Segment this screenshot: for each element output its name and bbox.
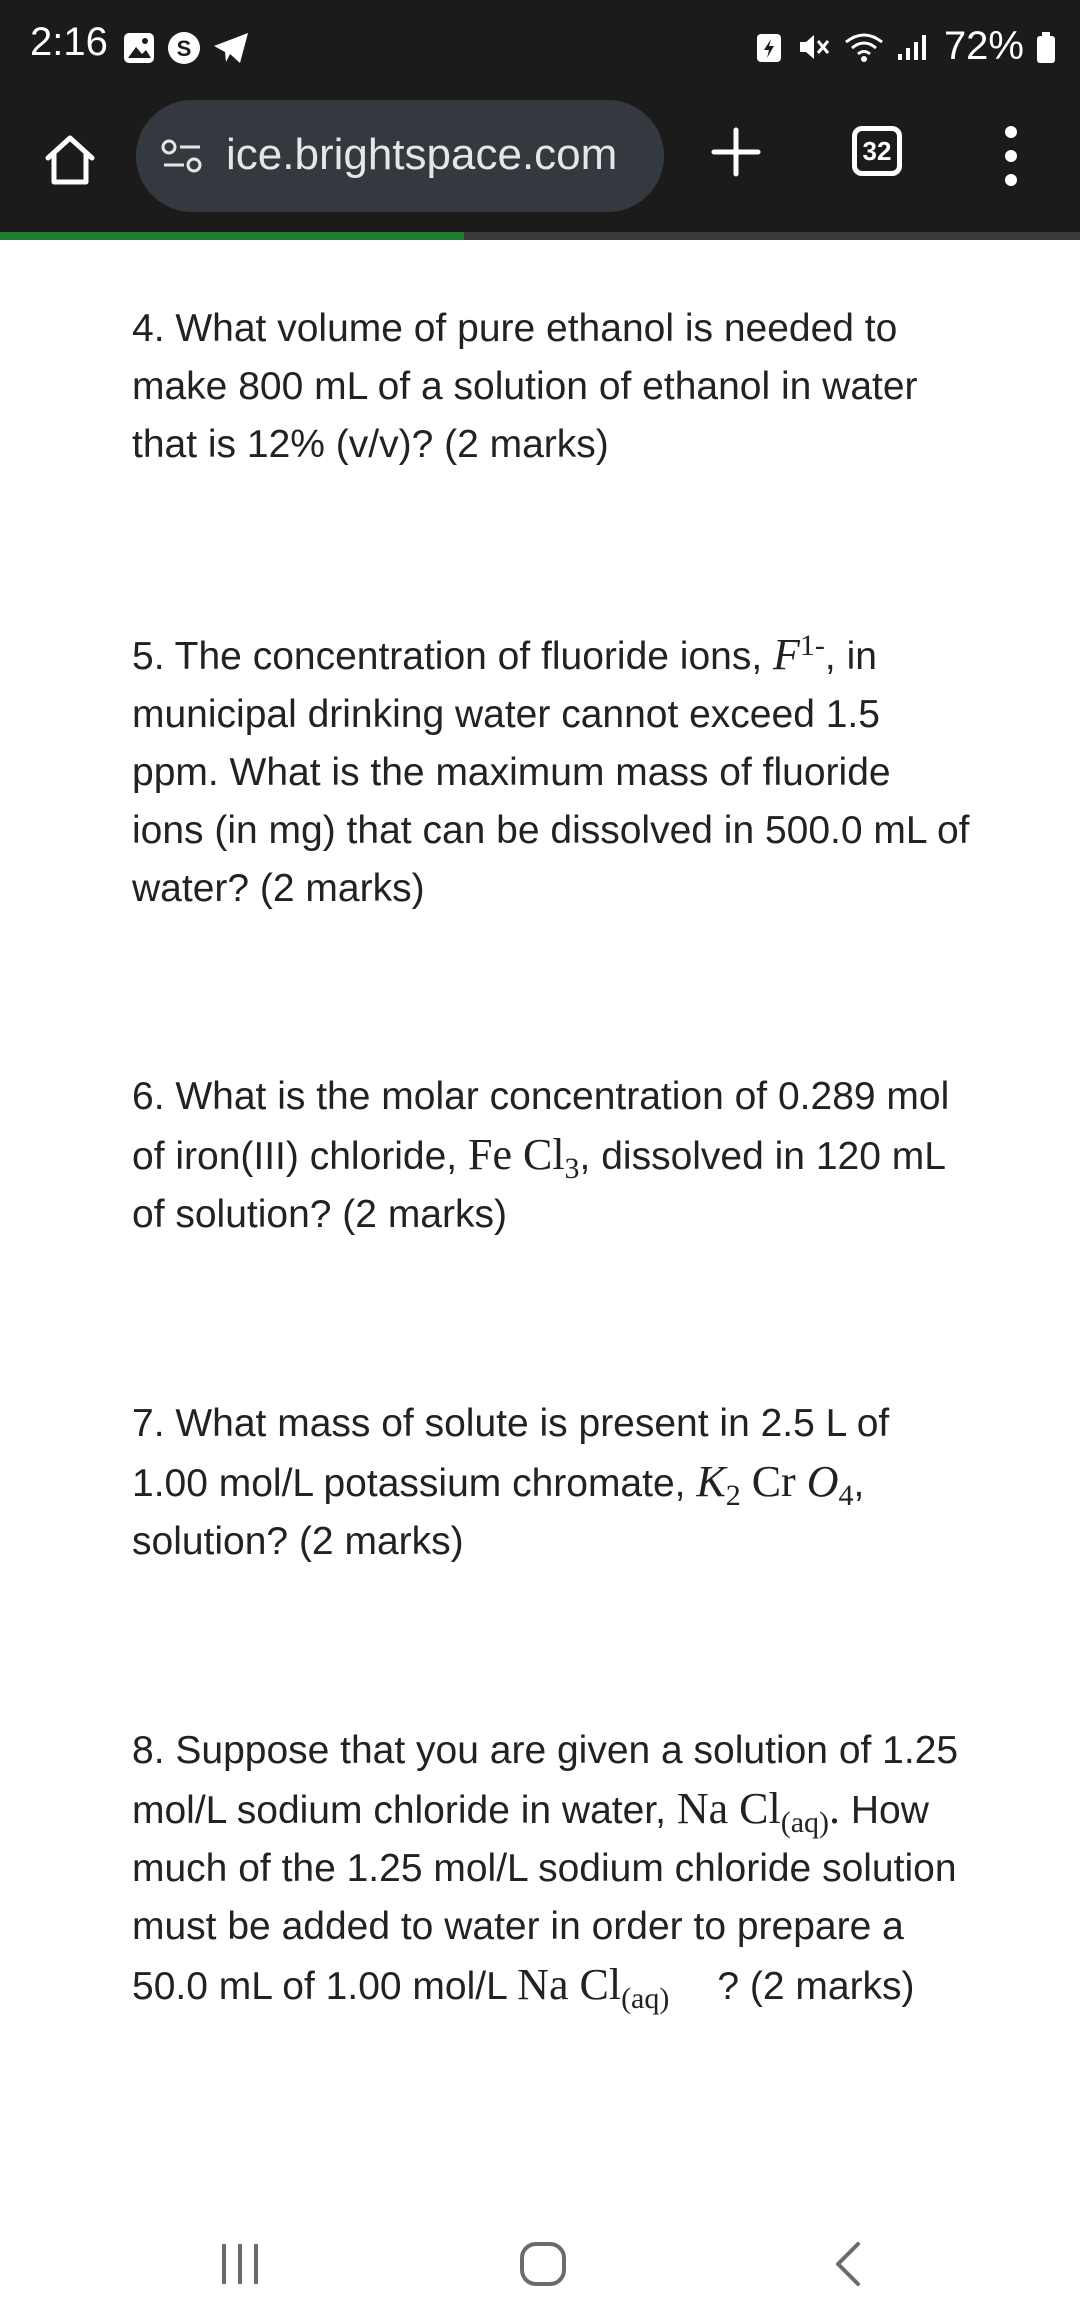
- home-nav-icon[interactable]: [518, 2240, 568, 2288]
- tab-switcher-button[interactable]: [852, 126, 902, 176]
- home-icon[interactable]: [40, 130, 100, 190]
- chromate-formula-cr: Cr: [740, 1457, 807, 1506]
- iron-chloride-formula: Fe Cl: [467, 1130, 565, 1179]
- question-8: [132, 1722, 972, 2016]
- site-settings-icon[interactable]: [160, 138, 204, 174]
- gallery-icon: [122, 31, 156, 65]
- question-5-text-after: , in municipal drinking water cannot exceed 1.5 ppm. What is the maximum mass of fluoride ions (in mg) that can be dissolved in 500.0 mL of water? (2 marks): [132, 635, 970, 910]
- back-icon[interactable]: [832, 2240, 862, 2288]
- question-8-text-part2: How much of the 1.25 mol/L sodium chloride solution must be added to water in order to prepare a 50.0 mL of 1.00 mol/L: [132, 1789, 957, 2008]
- chromate-formula-k: K: [696, 1457, 726, 1506]
- chromate-formula-k-subscript: 2: [725, 1478, 741, 1512]
- question-6-text-before: 6. What is the molar concentration of 0.289 mol of iron(III) chloride,: [132, 1075, 950, 1178]
- battery-saver-icon: [754, 30, 784, 64]
- question-7-text-before: 7. What mass of solute is present in 2.5 L of 1.00 mol/L potassium chromate,: [132, 1402, 890, 1505]
- tab-count: 32: [862, 136, 892, 166]
- question-8-text-part3: ? (2 marks): [717, 1965, 915, 2008]
- question-5: [132, 626, 972, 918]
- more-menu-icon[interactable]: [996, 124, 1026, 188]
- sodium-chloride-dot: .: [829, 1784, 840, 1833]
- new-tab-icon[interactable]: [706, 122, 766, 182]
- url-text: ice.brightspace.com: [226, 130, 618, 179]
- page-load-progress: [0, 232, 1080, 240]
- system-nav-bar: [0, 2196, 1080, 2316]
- wifi-icon: [844, 30, 884, 64]
- system-icons: [754, 24, 1056, 69]
- sodium-chloride-state-1: (aq): [780, 1805, 829, 1839]
- address-bar[interactable]: [136, 100, 664, 212]
- sodium-chloride-state-2: (aq): [621, 1981, 670, 2015]
- svg-text:S: S: [176, 36, 192, 61]
- question-5-text-before: 5. The concentration of fluoride ions,: [132, 635, 774, 678]
- question-8-text-part1: 8. Suppose that you are given a solution of 1.25 mol/L sodium chloride in water,: [132, 1729, 959, 1832]
- question-4: [132, 300, 972, 474]
- notification-icons: [122, 30, 250, 66]
- mute-icon: [796, 29, 832, 65]
- chromate-formula-o: O: [806, 1457, 839, 1506]
- battery-percent: 72%: [943, 24, 1024, 68]
- fluoride-formula: F: [773, 630, 800, 679]
- fluoride-charge: 1-: [799, 629, 825, 662]
- sodium-chloride-formula-2: Na Cl: [517, 1960, 622, 2009]
- question-7: [132, 1395, 972, 1571]
- battery-icon: [1036, 30, 1056, 64]
- iron-chloride-subscript: 3: [564, 1151, 580, 1185]
- sodium-chloride-formula-1: Na Cl: [676, 1784, 781, 1833]
- status-time: 2:16: [30, 20, 108, 64]
- browser-toolbar: [0, 96, 1080, 232]
- recents-icon[interactable]: [216, 2242, 264, 2286]
- s-app-icon: [166, 30, 202, 66]
- chromate-formula-o-subscript: 4: [838, 1478, 854, 1512]
- question-7-text-after: , solution? (2 marks): [132, 1462, 865, 1563]
- question-6: [132, 1068, 972, 1244]
- question-6-text-after: , dissolved in 120 mL of solution? (2 marks): [132, 1135, 945, 1236]
- signal-icon: [896, 32, 932, 62]
- telegram-icon: [212, 31, 250, 65]
- status-bar: [0, 0, 1080, 96]
- question-4-text: 4. What volume of pure ethanol is needed to make 800 mL of a solution of ethanol in water that is 12% (v/v)? (2 marks): [132, 307, 918, 466]
- page-load-progress-fill: [0, 232, 464, 240]
